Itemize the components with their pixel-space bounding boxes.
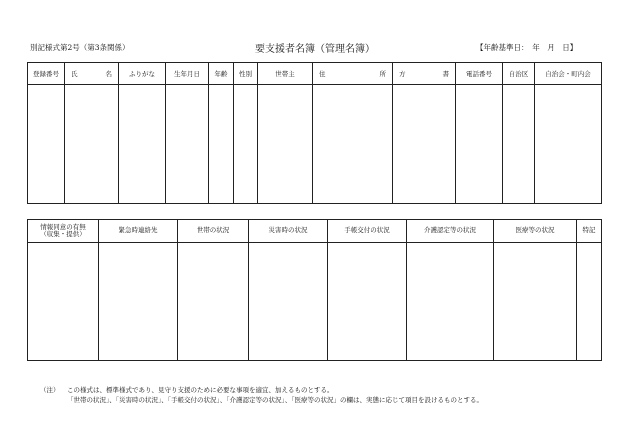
- col-remarks: 特記: [577, 220, 602, 243]
- col-sex: 性別: [234, 63, 258, 85]
- cell-sex[interactable]: [234, 85, 258, 204]
- table-body-row: [28, 243, 602, 361]
- page-title: 要支援者名簿（管理名簿）: [255, 44, 375, 55]
- cell-registration-number[interactable]: [28, 85, 65, 204]
- col-neighborhood-association: 自治会・町内会: [535, 63, 602, 85]
- cell-info-consent[interactable]: [28, 243, 99, 361]
- note-label: （注）: [40, 386, 60, 394]
- col-emergency-contact: 緊急時連絡先: [99, 220, 178, 243]
- col-name: [65, 63, 119, 85]
- col-address: [313, 63, 393, 85]
- note-line-1: この様式は、標準様式であり、見守り支援のために必要な事項を適宜、加えるものとする。: [67, 386, 334, 394]
- cell-neighborhood-association[interactable]: [535, 85, 602, 204]
- col-registration-number: 登録番号: [28, 63, 65, 85]
- cell-household-status[interactable]: [178, 243, 249, 361]
- col-medical-status: 医療等の状況: [494, 220, 577, 243]
- cell-name[interactable]: [65, 85, 119, 204]
- cell-age[interactable]: [209, 85, 234, 204]
- col-name-family: 氏: [71, 70, 78, 78]
- cell-furigana[interactable]: [119, 85, 166, 204]
- col-care-certification-status: 介護認定等の状況: [407, 220, 494, 243]
- col-info-consent-line2: （収集・提供）: [40, 230, 86, 238]
- col-birthdate: 生年月日: [166, 63, 209, 85]
- col-household-head: 世帯主: [258, 63, 313, 85]
- cell-phone[interactable]: [456, 85, 503, 204]
- col-info-consent-line1: 情報同意の有無: [40, 222, 86, 231]
- cell-medical-status[interactable]: [494, 243, 577, 361]
- form-number: 別記様式第2号（第3条関係）: [30, 43, 130, 52]
- table-body-row: [28, 85, 602, 204]
- cell-emergency-contact[interactable]: [99, 243, 178, 361]
- col-info-consent: [28, 220, 99, 243]
- note-line-2: 「世帯の状況」、「災害時の状況」、「手帳交付の状況」、「介護認定等の状況」、「医療等の状況」の欄は、実態に応じて項目を設けるものとする。: [67, 396, 483, 404]
- col-address-note-right: 書: [442, 70, 449, 78]
- col-disaster-status: 災害時の状況: [249, 220, 328, 243]
- age-reference-date: 【年齢基準日： 年 月 日】: [476, 43, 578, 52]
- cell-district[interactable]: [503, 85, 535, 204]
- col-address-note-left: 方: [399, 70, 406, 78]
- cell-address-note[interactable]: [393, 85, 456, 204]
- col-address-left: 住: [319, 70, 326, 78]
- cell-handbook-status[interactable]: [328, 243, 407, 361]
- cell-household-head[interactable]: [258, 85, 313, 204]
- cell-address[interactable]: [313, 85, 393, 204]
- status-table: [27, 219, 602, 361]
- col-furigana: ふりがな: [119, 63, 166, 85]
- registry-table: [27, 62, 602, 204]
- col-address-right: 所: [379, 70, 386, 78]
- col-phone: 電話番号: [456, 63, 503, 85]
- col-household-status: 世帯の状況: [178, 220, 249, 243]
- table-header-row: [28, 63, 602, 85]
- cell-remarks[interactable]: [577, 243, 602, 361]
- col-address-note: [393, 63, 456, 85]
- cell-disaster-status[interactable]: [249, 243, 328, 361]
- table-header-row: [28, 220, 602, 243]
- cell-birthdate[interactable]: [166, 85, 209, 204]
- col-name-given: 名: [105, 70, 112, 78]
- col-district: 自治区: [503, 63, 535, 85]
- col-age: 年齢: [209, 63, 234, 85]
- col-handbook-status: 手帳交付の状況: [328, 220, 407, 243]
- cell-care-certification-status[interactable]: [407, 243, 494, 361]
